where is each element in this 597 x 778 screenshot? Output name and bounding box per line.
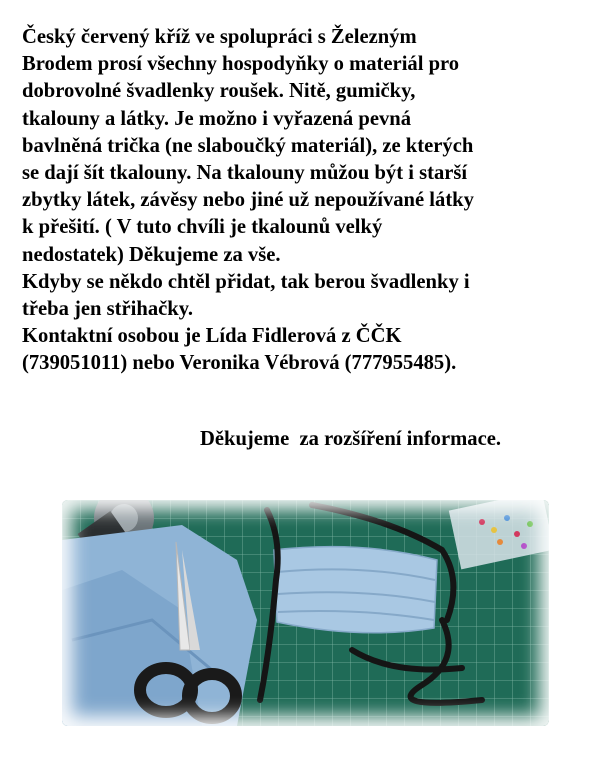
notice-text	[22, 24, 582, 378]
notice-line: Český červený kříž ve spolupráci s Železným	[22, 26, 417, 48]
notice-line: dobrovolné švadlenky roušek. Nitě, gumičky,	[22, 80, 416, 103]
notice-line: nedostatek) Děkujeme za vše.	[22, 243, 281, 266]
notice-line: Kdyby se někdo chtěl přidat, tak berou švadlenky i	[22, 270, 470, 293]
notice-line: se dají šít tkalouny. Na tkalouny můžou být i starší	[22, 162, 468, 185]
notice-line: (739051011) nebo Veronika Vébrová (777955485).	[22, 352, 457, 375]
notice-line: Brodem prosí všechny hospodyňky o materiál pro	[22, 53, 460, 76]
thanks-text: Děkujeme za rozšíření informace.	[200, 428, 501, 450]
notice-line: tkalouny a látky. Je možno i vyřazená pevná	[22, 107, 412, 130]
notice-line: třeba jen střihačky.	[22, 298, 194, 321]
notice-line: k přešití. ( V tuto chvíli je tkalounů velký	[22, 216, 383, 239]
sewing-mask-photo	[62, 500, 549, 726]
notice-line: zbytky látek, závěsy nebo jiné už nepoužívané látky	[22, 189, 474, 212]
photo-illustration	[62, 500, 549, 726]
notice-line: Kontaktní osobou je Lída Fidlerová z ČČK	[22, 325, 402, 348]
notice-line: bavlněná trička (ne slaboučký materiál), ze kterých	[22, 134, 474, 157]
face-mask	[274, 547, 437, 633]
